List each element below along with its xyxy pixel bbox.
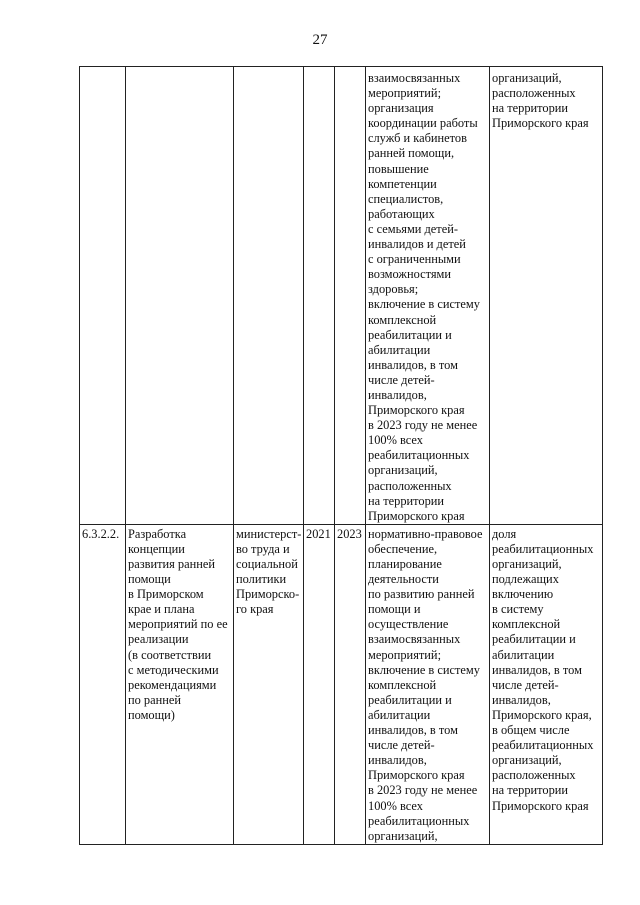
measures-cell: нормативно-правовое обеспечение, планирование деятельности по развитию ранней помощи и осуществление взаимосвязанных мероприятий; включение в систему комплексной реабилитации и абилитации инвалидов, в том числе детей- инвалидов, Приморского края в 2023 году не менее 100% всех реабилитационных организаций, <box>366 524 490 844</box>
indicator-cell: организаций, расположенных на территории Приморского края <box>490 67 603 525</box>
indicator-cell: доля реабилитационных организаций, подлежащих включению в систему комплексной реабилитации и абилитации инвалидов, в том числе детей- инвалидов, Приморского края, в общем числе реабилитационных организаций, расположенных на территории Приморского края <box>490 524 603 844</box>
item-name-cell: Разработка концепции развития ранней помощи в Приморском крае и плана мероприятий по ее реализации (в соответствии с методическими рекомендациями по ранней помощи) <box>126 524 234 844</box>
page-number: 27 <box>312 32 328 48</box>
table-row <box>80 524 603 844</box>
measures-table <box>79 66 603 845</box>
executor-cell: министерст- во труда и социальной политики Приморско- го края <box>234 524 304 844</box>
executor-cell <box>234 67 304 525</box>
item-number-cell: 6.3.2.2. <box>80 524 126 844</box>
start-year-cell: 2021 <box>304 524 335 844</box>
start-year-cell <box>304 67 335 525</box>
end-year-cell: 2023 <box>335 524 366 844</box>
end-year-cell <box>335 67 366 525</box>
item-number-cell <box>80 67 126 525</box>
measures-cell: взаимосвязанных мероприятий; организация координации работы служб и кабинетов ранней помощи, повышение компетенции специалистов, работающих с семьями детей- инвалидов и детей с ограниченными возможностями здоровья; включение в систему комплексной реабилитации и абилитации инвалидов, в том числе детей- инвалидов, Приморского края в 2023 году не менее 100% всех реабилитационных организаций, расположенных на территории Приморского края <box>366 67 490 525</box>
item-name-cell <box>126 67 234 525</box>
table-row <box>80 67 603 525</box>
